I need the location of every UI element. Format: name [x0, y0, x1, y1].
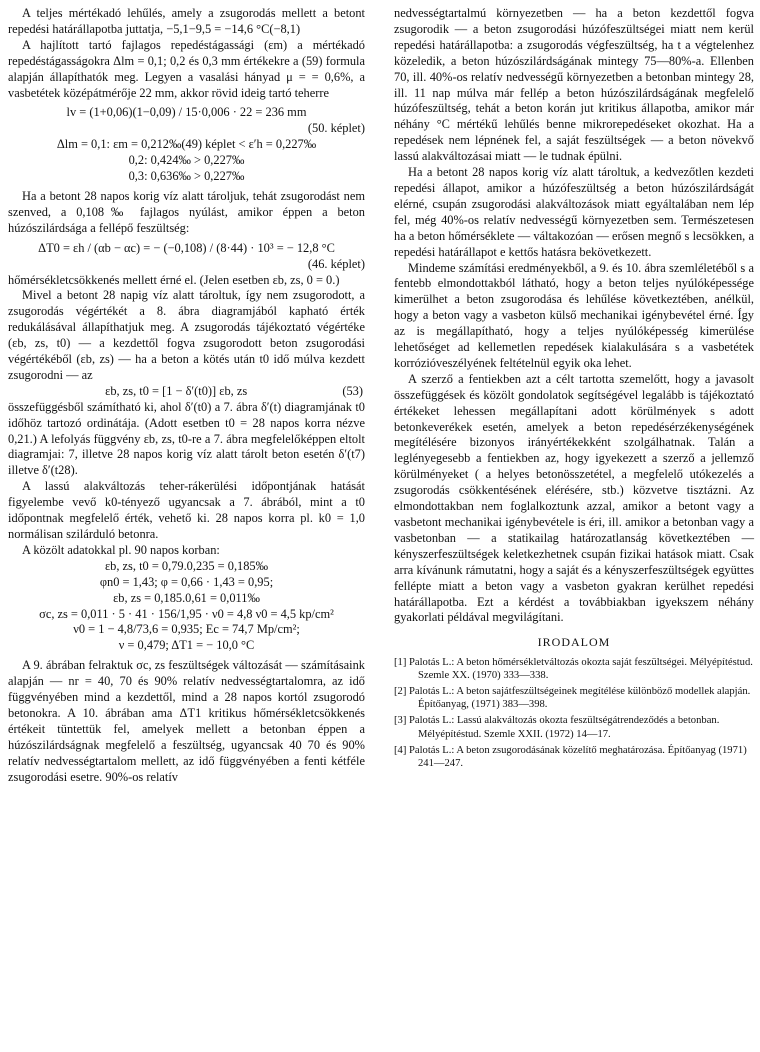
paragraph: Ha a betont 28 napos korig víz alatt tároljuk, tehát zsugorodást nem szenved, a 0,108‰ fajlagos nyúlást, amikor éppen a beton húzószilárdsága a fellépő feszültség: [8, 188, 365, 235]
reference-item: [2] Palotás L.: A beton sajátfeszültségeinek megítélése különböző modellek alapján. Építőanyag, (1971) 383—398. [394, 685, 751, 711]
references [394, 636, 754, 770]
reference-item: [1] Palotás L.: A beton hőmérsékletváltozás okozta saját feszültségei. Mélyépítéstud. Szemle XX. (1970) 333—338. [394, 656, 753, 681]
equation: 0,3: 0,636‰ > 0,227‰ [128, 169, 245, 184]
left-column [8, 6, 365, 786]
paragraph: A teljes mértékadó lehűlés, amely a zsugorodás mellett a betont repedési határállapotba juttatja, −5,1−9,5 = −14,6 °C(−8,1) [8, 6, 365, 36]
equation: φn0 = 1,43; φ = 0,66 · 1,43 = 0,95; [99, 574, 274, 589]
equation-number: (50. képlet) [307, 121, 365, 136]
paragraph: nedvességtartalmú környezetben — ha a beton kezdettől fogva zsugorodik — a beton zsugorodási húzófeszültségei miatt nem kerül repedési határállapotba: a zsugorodás végfeszültség, ha t a végtelenhez közeledik, a beton húzószilárdságának mintegy 75—80%-a. Ellenben 70, ill. 40%-os relatív nedvességű környezetben a betonban mintegy 28, ill. 11 nap múlva már fellép a beton húzószilárdságának megfelelő húzófeszültség, tehát a beton korán jut kritikus állapotba, amikor már néhány °C mértékű lehűlés benne mikrorepedéseket okozhat. Ha a repedések nem lépnének fel, a saját feszültségek — a beton növekvő lassú alakváltozásai miatt — le tudnak épülni. [394, 6, 754, 164]
equation: εb, zs, t0 = 0,79.0,235 = 0,185‰ [104, 558, 269, 573]
equation-row [8, 384, 365, 400]
equation: 0,2: 0,424‰ > 0,227‰ [128, 153, 245, 168]
equation: ΔT0 = εh / (αb − αc) = − (−0,108) / (8·44) · 10³ = − 12,8 °C [38, 240, 335, 255]
reference-item: [3] Palotás L.: Lassú alakváltozás okozta feszültségátrendeződés a betonban. Mélyépítéstud. Szemle XXII. (1972) 14—17. [394, 715, 720, 740]
paragraph: A hajlított tartó fajlagos repedéstágassági (εm) a mértékadó repedéstágasságokra Δlm = 0,1; 0,2 és 0,3 mm értékekre a (59) formula alapján állapíthatók meg. Legyen a vasalási hányad μ = = 0,6%, a vasbetétek középátmérője 22 mm, akkor rövid ideig tartó teherre [8, 37, 365, 100]
paragraph: A szerző a fentiekben azt a célt tartotta szemelőtt, hogy a javasolt összefüggések és közölt gondolatok segítségével legalább is tájékoztató értékeket lehessen megállapítani adott körülmények s adott betonkeverékek esetén, amelyek a beton repedésérzékenységének megítélésére bizonyos irányértékekként szolgálhatnak. Talán a leglényegesebb a fentiekben az, hogy igyekezett a szerző a jellemző körülményeket ( a helyes betonösszetétel, a megfelelő utókezelés a zsugorodás csökkentésének elérésére, stb.) közvetve tisztázni. Az elmondottakban nem foglalkoztunk azzal, amikor a betont vagy a vasbetont mechanikai igénybevétele is éri, ill. amikor a betonban vagy a vasbetonban — a statikailag határozatlanság következtében — kényszerfeszültségek keletkezhetnek csupán fizikai hatások miatt. Csak arra kívánunk rámutatni, hogy a saját és a kényszerfeszültségek együttes fellépte miatt a beton vagy a vasbeton gyakran kerülhet repedési határállapotba. Ezt a kérdést a továbbiakban igyekszem néhány gyakorlati példával megvilágítani. [394, 371, 754, 625]
paragraph: A 9. ábrában felraktuk σc, zs feszültségek változását — számításaink alapján — nr = 40, 70 és 90% relatív nedvességtartalomra, az idő függvényében mind a kezdettől, mind a 28 napos kortól zsugorodó betonokra. A 10. ábrában ama ΔT1 kritikus hőmérsékletcsökkenés értékeit tüntettük fel, amelyek mellett a betonban éppen a húzószilárdságnak megfelelő a feszültség, ugyancsak 40 70 és 90% relatív nedvességtartalom mellett, az idő függvényében a fenti kétféle zsugorodási esetre. 90%-os relatív [8, 658, 365, 784]
paragraph: A lassú alakváltozás teher-rákerülési időpontjának hatását figyelembe vevő k0-tényező ugyancsak a 7. ábrából, mint a t0 időpontnak megfelelő érték, vehető ki. 28 napos korra pl. k0 = 1,0 normálisan szilárduló betonra. [8, 479, 365, 541]
right-column [394, 6, 754, 773]
equation: εb, zs = 0,185.0,61 = 0,011‰ [113, 590, 260, 605]
equation: lv = (1+0,06)(1−0,09) / 15·0,006 · 22 = 236 mm [66, 105, 307, 120]
equation: Δlm = 0,1: εm = 0,212‰(49) képlet < ε′h = 0,227‰ [56, 137, 317, 152]
equation-number: (53) [342, 383, 363, 398]
paragraph: Ha a betont 28 napos korig víz alatt tároltuk, a kedvezőtlen kezdeti repedési állapot, amikor a húzófeszültség a beton húzószilárdságát elérné, csupán zsugorodási alakváltozások miatt egyáltalában nem lép fel, még 40%-os relatív nedvességű környezetben sem. Természetesen ha a beton hőmérséklete — váltakozóan — erősen megnő s lecsökken, a repedési határállapot e kettős hatásra bekövetkezett. [394, 165, 754, 259]
paragraph: Mindeme számítási eredményekből, a 9. és 10. ábra szemléletéből s a fentebb elmondottakból látható, hogy a beton teljes nyúlóképessége kimerülhet a beton zsugorodása és lehűlése következtében, anélkül, hogy a beton vagy a vasbeton külső mechanikai igénybevétel érné. Így az is megállapítható, hogy a teljes nyúlóképesség kimerülése lehetőséget ad kellemetlen repedések kialakulására s a vasbetétek korrózióveszélyének feltételnül egyik oka lehet. [394, 260, 754, 370]
references-heading: IRODALOM [537, 635, 611, 650]
equation: εb, zs, t0 = [1 − δ′(t0)] εb, zs [105, 383, 248, 398]
paragraph: Mivel a betont 28 napig víz alatt tároltuk, így nem zsugorodott, a zsugorodás végértékét a 8. ábra diagramjából kapható érték redukálásával állapíthatjuk meg. A zsugorodás tájékoztató végértéke (εb, zs, t0) — a kezdettől fogva zsugorodott beton zsugorodási végértékéből (εb, zs) — ha a beton a kötés után t0 idő múlva kezdett zsugorodni — az [8, 288, 365, 382]
equation: σc, zs = 0,011 · 5 · 41 · 156/1,95 · ν0 = 4,8 ν0 = 4,5 kp/cm² [39, 606, 334, 621]
paragraph: A közölt adatokkal pl. 90 napos korban: [22, 542, 220, 557]
paragraph: összefüggésből számítható ki, ahol δ′(t0) a 7. ábra δ′(t) diagramjának t0 időhöz tartozó ordinátája. (Adott esetben t0 = 28 napos korra nézve 0,21.) A lefolyás függvény εb, zs, t0-re a 7. ábra megfelelőképpen eltolt diagramjai: 7, illetve 28 napos korig víz alatt tárolt beton esetén δ′(t7) illetve δ′(t28). [8, 399, 365, 478]
equation: ν = 0,479; ΔT1 = − 10,0 °C [118, 638, 255, 653]
reference-item: [4] Palotás L.: A beton zsugorodásának közelítő meghatározása. Építőanyag (1971) 241—247. [394, 744, 747, 769]
equation: ν0 = 1 − 4,8/73,6 = 0,935; Ec = 74,7 Mp/cm²; [73, 622, 300, 637]
paragraph: hőmérsékletcsökkenés mellett érné el. (Jelen esetben εb, zs, 0 = 0.) [8, 272, 340, 287]
equation-number: (46. képlet) [307, 256, 365, 271]
